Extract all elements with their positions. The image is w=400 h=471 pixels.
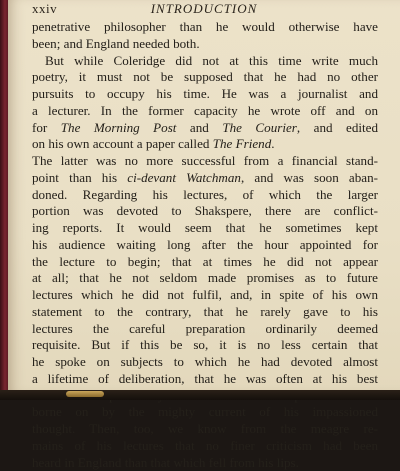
- text-segment: .: [271, 136, 274, 151]
- body-text: [32, 19, 378, 471]
- page-header: [32, 1, 376, 17]
- text-line: [32, 455, 378, 471]
- book-bottom-edge: [0, 390, 400, 400]
- text-segment: a lecturer. In the former capacity he wrote off and on: [32, 103, 378, 118]
- text-line: [32, 69, 378, 86]
- text-segment: lectures which he did not fulfil, and, in spite of his own: [32, 287, 378, 302]
- text-line: [32, 203, 378, 220]
- text-segment: at all; that he not seldom made promises as to future: [32, 270, 378, 285]
- text-segment: heard in England than that which fell from his lips.: [32, 455, 299, 470]
- text-line: [32, 371, 378, 388]
- text-segment: statement to the contrary, that he rarely gave to his: [32, 304, 378, 319]
- text-segment: The latter was no more successful from a financial stand-: [32, 153, 378, 168]
- text-segment: ing reports. It would seem that he sometimes kept: [32, 220, 378, 235]
- text-line: [32, 404, 378, 421]
- text-segment: mains of his lectures that no finer criticism had been: [32, 438, 378, 453]
- text-segment: been; and England needed both.: [32, 36, 200, 51]
- italic-title: The Courier: [222, 120, 297, 135]
- text-line: [32, 187, 378, 204]
- text-segment: But while Coleridge did not at this time write much: [45, 53, 378, 68]
- text-line: [32, 136, 378, 153]
- text-segment: portion was devoted to Shakspere, there are conflict-: [32, 203, 378, 218]
- text-segment: lectures the careful preparation ordinarily deemed: [32, 321, 378, 336]
- text-line: [32, 86, 378, 103]
- text-segment: for: [32, 120, 61, 135]
- text-segment: requisite. But if this be so, it is no less certain that: [32, 337, 378, 352]
- italic-title: The Morning Post: [61, 120, 177, 135]
- text-segment: his audience waiting long after the hour appointed for: [32, 237, 378, 252]
- text-segment: borne on by the mighty current of his impassioned: [32, 404, 378, 419]
- text-segment: thought. Then, too, we know from the meagre re-: [32, 421, 378, 436]
- text-segment: pursuits to occupy his time. He was a journalist and: [32, 86, 378, 101]
- text-line: [32, 354, 378, 371]
- text-line: [32, 421, 378, 438]
- text-line: [32, 287, 378, 304]
- text-segment: , and edited: [297, 120, 378, 135]
- text-segment: a lifetime of deliberation, that he was often at his best: [32, 371, 378, 386]
- text-segment: the lecture to begin; that at times he did not appear: [32, 254, 378, 269]
- italic-title: The Friend: [213, 136, 272, 151]
- text-segment: point than his: [32, 170, 127, 185]
- text-line: [32, 36, 378, 53]
- text-line: [32, 19, 378, 36]
- italic-title: ci-devant Watchman: [127, 170, 241, 185]
- text-line: [32, 53, 378, 70]
- text-segment: poetry, it must not be supposed that he had no other: [32, 69, 378, 84]
- text-line: [32, 103, 378, 120]
- text-line: [32, 170, 378, 187]
- text-segment: and: [176, 120, 222, 135]
- page-number: xxiv: [32, 1, 57, 17]
- text-segment: doned. Regarding his lectures, of which the larger: [32, 187, 378, 202]
- text-segment: on his own account a paper called: [32, 136, 213, 151]
- text-line: [32, 254, 378, 271]
- text-line: [32, 270, 378, 287]
- text-line: [32, 220, 378, 237]
- text-line: [32, 438, 378, 455]
- text-segment: he spoke on subjects to which he had devoted almost: [32, 354, 378, 369]
- text-line: [32, 321, 378, 338]
- gilt-ornament: [66, 391, 104, 397]
- text-segment: penetrative philosopher than he would otherwise have: [32, 19, 378, 34]
- book-page: [8, 0, 400, 392]
- text-line: [32, 237, 378, 254]
- running-head: INTRODUCTION: [32, 1, 376, 17]
- text-segment: , and was soon aban-: [241, 170, 378, 185]
- text-line: [32, 120, 378, 137]
- text-line: [32, 304, 378, 321]
- text-line: [32, 337, 378, 354]
- text-line: [32, 153, 378, 170]
